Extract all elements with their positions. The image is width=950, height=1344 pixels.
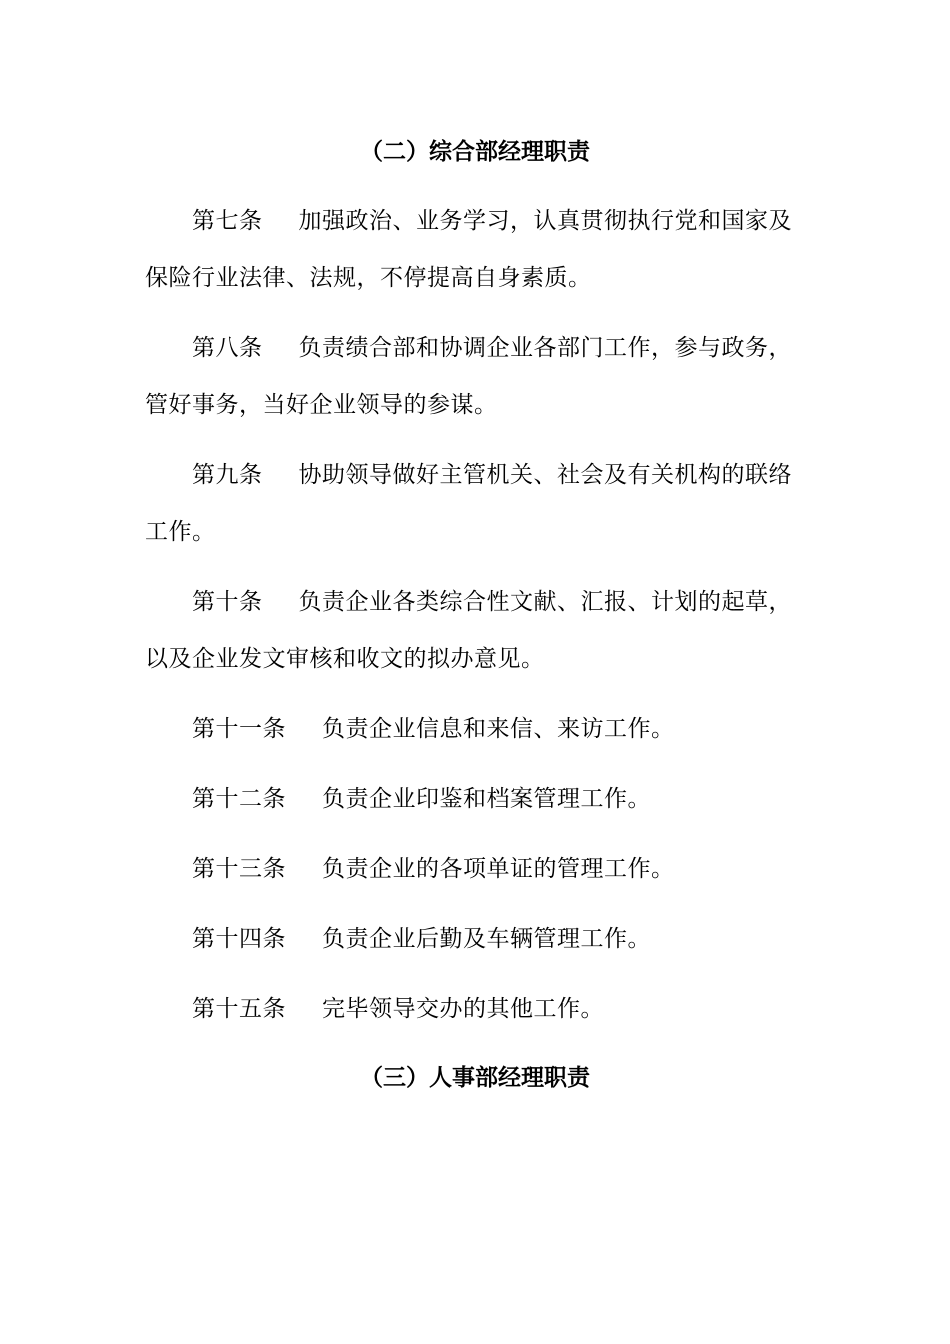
article-number: 第七条 [192, 208, 263, 234]
article-text: 完毕领导交办的其他工作。 [322, 996, 604, 1022]
article-number: 第十四条 [192, 926, 286, 952]
article-number: 第十一条 [192, 716, 286, 742]
article-text: 协助领导做好主管机关、社会及有关机构的联络 [298, 462, 792, 488]
article-12 [192, 784, 651, 814]
article-13 [192, 854, 675, 884]
article-10 [192, 587, 792, 617]
article-14 [192, 924, 651, 954]
article-8 [192, 333, 792, 363]
article-9-continued: 工作。 [145, 519, 216, 545]
article-number: 第十二条 [192, 786, 286, 812]
article-8-continued: 管好事务，当好企业领导的参谋。 [145, 392, 498, 418]
article-number: 第九条 [192, 462, 263, 488]
article-text: 负责企业信息和来信、来访工作。 [322, 716, 675, 742]
article-text: 负责企业印鉴和档案管理工作。 [322, 786, 651, 812]
article-number: 第十五条 [192, 996, 286, 1022]
article-text: 负责企业各类综合性文献、汇报、计划的起草， [298, 589, 792, 615]
article-10-continued: 以及企业发文审核和收文的拟办意见。 [145, 646, 545, 672]
article-text: 负责企业后勤及车辆管理工作。 [322, 926, 651, 952]
section-heading-hr: （三）人事部经理职责 [360, 1064, 590, 1091]
article-text: 负责企业的各项单证的管理工作。 [322, 856, 675, 882]
article-15 [192, 994, 604, 1024]
section-heading-general-office: （二）综合部经理职责 [360, 138, 590, 165]
article-number: 第十三条 [192, 856, 286, 882]
article-9 [192, 460, 792, 490]
article-11 [192, 714, 675, 744]
article-7 [192, 206, 792, 236]
article-number: 第十条 [192, 589, 263, 615]
article-text: 负责绩合部和协调企业各部门工作，参与政务， [298, 335, 792, 361]
article-7-continued: 保险行业法律、法规，不停提高自身素质。 [145, 265, 592, 291]
article-number: 第八条 [192, 335, 263, 361]
article-text: 加强政治、业务学习，认真贯彻执行党和国家及 [298, 208, 792, 234]
